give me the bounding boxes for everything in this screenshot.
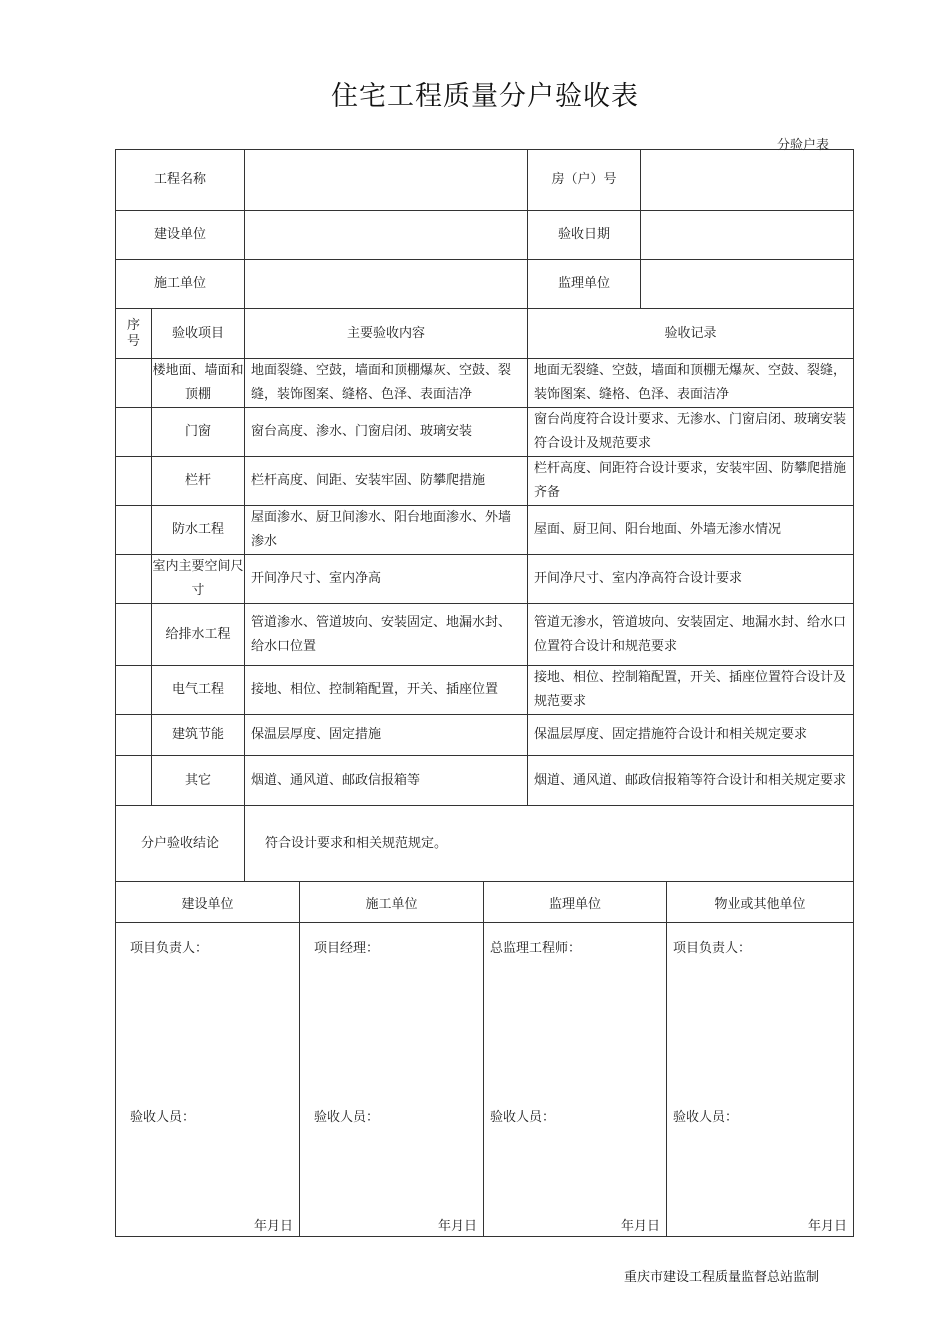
item-cell: 其它 [152,756,245,806]
content-header: 主要验收内容 [245,309,528,359]
item-cell: 室内主要空间尺寸 [152,555,245,604]
seq-cell [116,604,152,666]
seq-cell [116,555,152,604]
item-cell: 栏杆 [152,457,245,506]
issuer-footer: 重庆市建设工程质量监督总站监制 [624,1270,820,1285]
date-label: 年月日 [437,1219,477,1234]
date-label: 年月日 [253,1219,293,1234]
item-cell: 给排水工程 [152,604,245,666]
room-number-field[interactable] [641,150,854,211]
table-row [116,715,854,756]
item-cell: 防水工程 [152,506,245,555]
record-cell[interactable]: 屋面、厨卫间、阳台地面、外墙无渗水情况 [528,506,854,555]
conclusion-field[interactable] [245,806,854,882]
constructor-field[interactable] [245,260,528,309]
item-header: 验收项目 [152,309,245,359]
project-lead-label: 项目负责人： [130,941,209,956]
item-cell: 电气工程 [152,666,245,715]
date-label: 年月日 [807,1219,847,1234]
seq-cell [116,756,152,806]
content-cell: 开间净尺寸、室内净高 [245,555,528,604]
item-cell: 门窗 [152,408,245,457]
form-subtitle: 分验户表 [777,138,830,153]
project-manager-label: 项目经理： [314,941,380,956]
chief-supervisor-label: 总监理工程师： [490,941,582,956]
seq-cell [116,715,152,756]
record-cell[interactable]: 保温层厚度、固定措施符合设计和相关规定要求 [528,715,854,756]
inspector-label: 验收人员： [314,1110,380,1125]
record-cell[interactable]: 开间净尺寸、室内净高符合设计要求 [528,555,854,604]
date-label: 年月日 [620,1219,660,1234]
project-name-label: 工程名称 [116,150,245,211]
builder-field[interactable] [245,211,528,260]
item-cell: 楼地面、墙面和顶棚 [152,359,245,408]
conclusion-text: 符合设计要求和相关规范规定。 [265,835,448,851]
inspector-label: 验收人员： [490,1110,556,1125]
table-row [116,506,854,555]
inspector-label: 验收人员： [673,1110,739,1125]
seq-cell [116,506,152,555]
signature-table [115,881,854,1237]
seq-header: 序号 [116,309,152,359]
content-cell: 地面裂缝、空鼓，墙面和顶棚爆灰、空鼓、裂缝，装饰图案、缝格、色泽、表面洁净 [245,359,528,408]
constructor-signature-cell[interactable] [300,923,484,1237]
record-cell[interactable]: 烟道、通风道、邮政信报箱等符合设计和相关规定要求 [528,756,854,806]
content-cell: 烟道、通风道、邮政信报箱等 [245,756,528,806]
inspection-date-label: 验收日期 [528,211,641,260]
inspector-label: 验收人员： [130,1110,196,1125]
builder-label: 建设单位 [116,211,245,260]
content-cell: 接地、相位、控制箱配置，开关、插座位置 [245,666,528,715]
conclusion-label: 分户验收结论 [116,806,245,882]
supervisor-org-header: 监理单位 [484,882,667,923]
item-cell: 建筑节能 [152,715,245,756]
table-row [116,666,854,715]
property-signature-cell[interactable] [667,923,854,1237]
record-cell[interactable]: 接地、相位、控制箱配置，开关、插座位置符合设计及规范要求 [528,666,854,715]
content-cell: 窗台高度、渗水、门窗启闭、玻璃安装 [245,408,528,457]
supervisor-signature-cell[interactable] [484,923,667,1237]
supervisor-field[interactable] [641,260,854,309]
content-cell: 栏杆高度、间距、安装牢固、防攀爬措施 [245,457,528,506]
project-lead-label: 项目负责人： [673,941,752,956]
table-row [116,457,854,506]
supervisor-label: 监理单位 [528,260,641,309]
inspection-date-field[interactable] [641,211,854,260]
page-title: 住宅工程质量分户验收表 [331,81,639,112]
seq-cell [116,666,152,715]
room-number-label: 房（户）号 [528,150,641,211]
seq-cell [116,457,152,506]
table-row [116,604,854,666]
record-cell[interactable]: 地面无裂缝、空鼓，墙面和顶棚无爆灰、空鼓、裂缝，装饰图案、缝格、色泽、表面洁净 [528,359,854,408]
table-row [116,756,854,806]
property-org-header: 物业或其他单位 [667,882,854,923]
builder-signature-cell[interactable] [116,923,300,1237]
record-cell[interactable]: 管道无渗水，管道坡向、安装固定、地漏水封、给水口位置符合设计和规范要求 [528,604,854,666]
inspection-table [115,149,854,882]
content-cell: 管道渗水、管道坡向、安装固定、地漏水封、给水口位置 [245,604,528,666]
record-header: 验收记录 [528,309,854,359]
project-name-field[interactable] [245,150,528,211]
table-row [116,555,854,604]
builder-org-header: 建设单位 [116,882,300,923]
record-cell[interactable]: 栏杆高度、间距符合设计要求，安装牢固、防攀爬措施齐备 [528,457,854,506]
seq-cell [116,408,152,457]
table-row [116,408,854,457]
content-cell: 保温层厚度、固定措施 [245,715,528,756]
record-cell[interactable]: 窗台尚度符合设计要求、无渗水、门窗启闭、玻璃安装符合设计及规范要求 [528,408,854,457]
constructor-label: 施工单位 [116,260,245,309]
constructor-org-header: 施工单位 [300,882,484,923]
table-row [116,359,854,408]
content-cell: 屋面渗水、厨卫间渗水、阳台地面渗水、外墙渗水 [245,506,528,555]
seq-cell [116,359,152,408]
